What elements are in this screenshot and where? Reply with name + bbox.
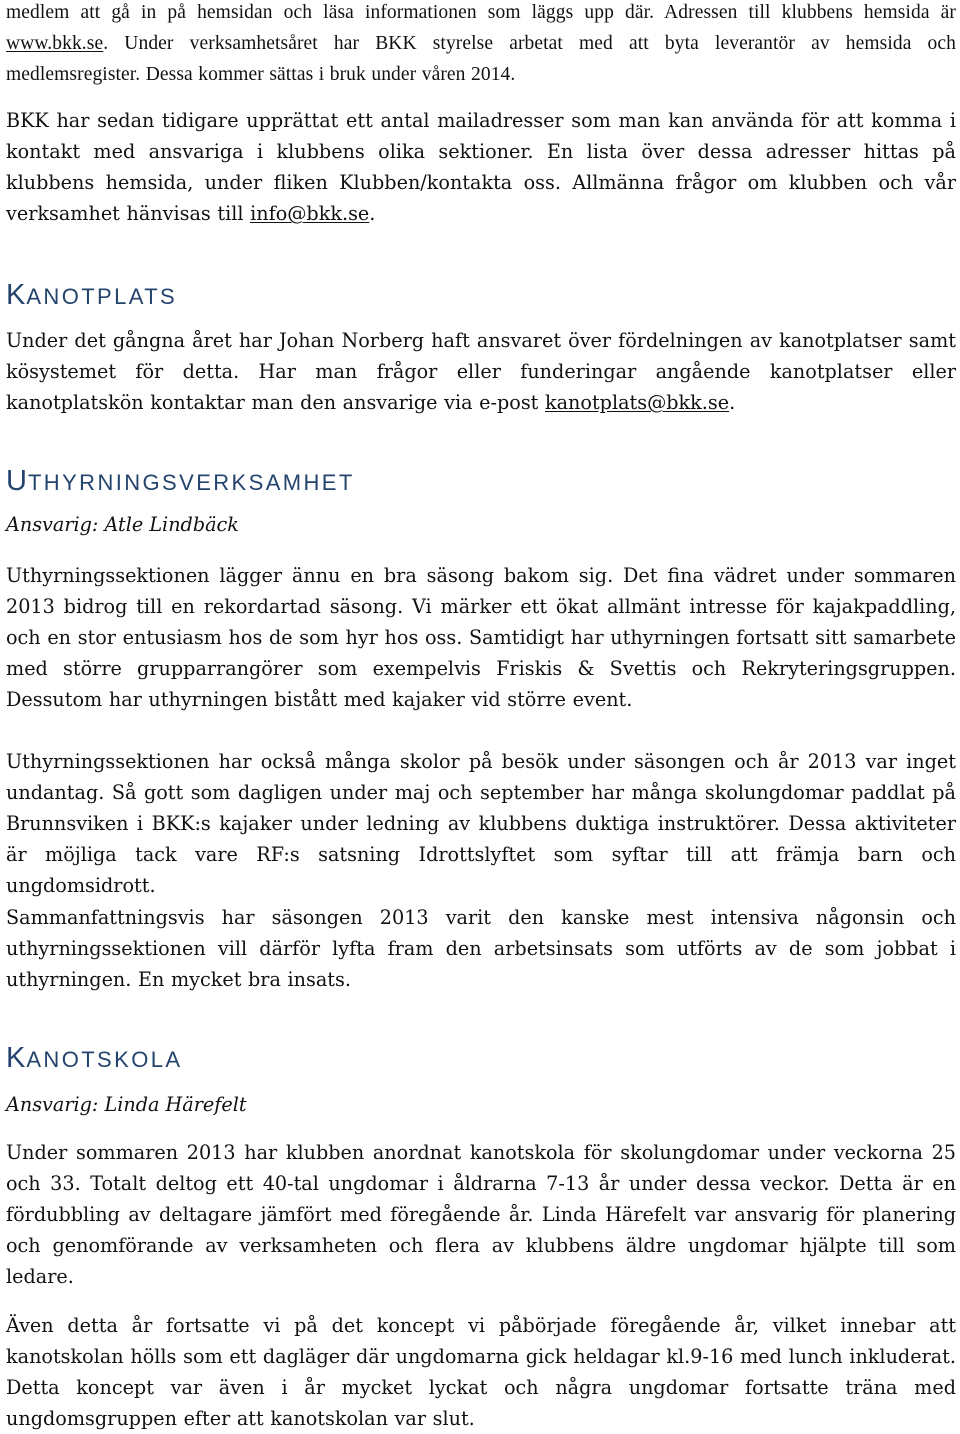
intro-text-1b: . Under verksamhetsåret har BKK styrelse arbetat med att byta leverantör av hemsida och medlemsregister. Dessa kommer sättas i bruk under våren 2014. bbox=[6, 33, 956, 85]
heading-kanotskola bbox=[6, 1043, 182, 1075]
kanotplats-text-b: . bbox=[729, 391, 736, 414]
kanotskola-paragraph-1: Under sommaren 2013 har klubben anordnat kanotskola för skolungdomar under veckorna 25 och 33. Totalt deltog ett 40-tal ungdomar i åldrarna 7-13 år under dessa veckor. Detta är en fördubbling av deltagare jämfört med föregående år. Linda Härefelt var ansvarig för planering och genomförande av verksamheten och flera av klubbens äldre ungdomar hjälpte till som ledare. bbox=[6, 1141, 956, 1288]
intro-paragraph-mail bbox=[6, 105, 956, 229]
website-link[interactable]: www.bkk.se bbox=[6, 33, 104, 54]
kanotplats-text-a: Under det gångna året har Johan Norberg haft ansvaret över fördelningen av kanotplatser samt kösystemet för detta. Har man frågor eller funderingar angående kanotplatser eller kanotplatskön kontaktar man den ansvarige via e-post bbox=[6, 329, 956, 414]
kanotskola-paragraph-2: Även detta år fortsatte vi på det koncept vi påbörjade föregående år, vilket innebar att kanotskolan hölls som ett dagläger där ungdomarna gick heldagar kl.9-16 med lunch inkluderat. Detta koncept var även i år mycket lyckat och några ungdomar fortsatte träna med ungdomsgruppen efter att kanotskolan var slut. bbox=[6, 1314, 956, 1430]
heading-kanotskola-rest: ANOTSKOLA bbox=[26, 1047, 183, 1072]
intro-text-2b: . bbox=[369, 202, 376, 225]
kanotplats-email-link[interactable]: kanotplats@bkk.se bbox=[544, 391, 730, 414]
heading-uthyrning-rest: THYRNINGSVERKSAMHET bbox=[27, 470, 355, 495]
heading-kanotplats-rest: ANOTPLATS bbox=[26, 284, 178, 309]
heading-kanotplats-cap: K bbox=[6, 279, 27, 311]
kanotplats-paragraph bbox=[6, 325, 956, 418]
heading-uthyrning-cap: U bbox=[6, 465, 28, 497]
intro-paragraph-website bbox=[6, 0, 956, 90]
uthyrning-paragraph-2: Uthyrningssektionen har också många skolor på besök under säsongen och år 2013 var inget undantag. Så gott som dagligen under maj och september har många skolungdomar paddlat på Brunnsviken i BKK:s kajaker under ledning av klubbens duktiga instruktörer. Dessa aktiviteter är möjliga tack vare RF:s satsning Idrottslyftet som syftar till att främja barn och ungdomsidrott. bbox=[6, 750, 956, 897]
kanotskola-responsible: Ansvarig: Linda Härefelt bbox=[6, 1093, 247, 1116]
heading-kanotskola-cap: K bbox=[6, 1042, 27, 1074]
uthyrning-paragraph-3: Sammanfattningsvis har säsongen 2013 varit den kanske mest intensiva någonsin och uthyrningssektionen vill därför lyfta fram den arbetsinsats som utförts av de som jobbat i uthyrningen. En mycket bra insats. bbox=[6, 906, 956, 991]
uthyrning-responsible: Ansvarig: Atle Lindbäck bbox=[6, 513, 239, 536]
intro-text-1a: medlem att gå in på hemsidan och läsa informationen som läggs upp där. Adressen till klubbens hemsida är bbox=[6, 2, 956, 23]
heading-kanotplats bbox=[6, 280, 177, 312]
heading-uthyrningsverksamhet bbox=[6, 466, 355, 498]
info-email-link[interactable]: info@bkk.se bbox=[250, 202, 370, 225]
uthyrning-paragraph-1: Uthyrningssektionen lägger ännu en bra säsong bakom sig. Det fina vädret under sommaren 2013 bidrog till en rekordartad säsong. Vi märker ett ökat allmänt intresse för kajakpaddling, och en stor entusiasm hos de som hyr hos oss. Samtidigt har uthyrningen fortsatt sitt samarbete med större grupparrangörer som exempelvis Friskis & Svettis och Rekryteringsgruppen. Dessutom har uthyrningen bistått med kajaker vid större event. bbox=[6, 564, 956, 711]
intro-text-2a: BKK har sedan tidigare upprättat ett antal mailadresser som man kan använda för att komma i kontakt med ansvariga i klubbens olika sektioner. En lista över dessa adresser hittas på klubbens hemsida, under fliken Klubben/kontakta oss. Allmänna frågor om klubben och vår verksamhet hänvisas till bbox=[6, 109, 956, 225]
